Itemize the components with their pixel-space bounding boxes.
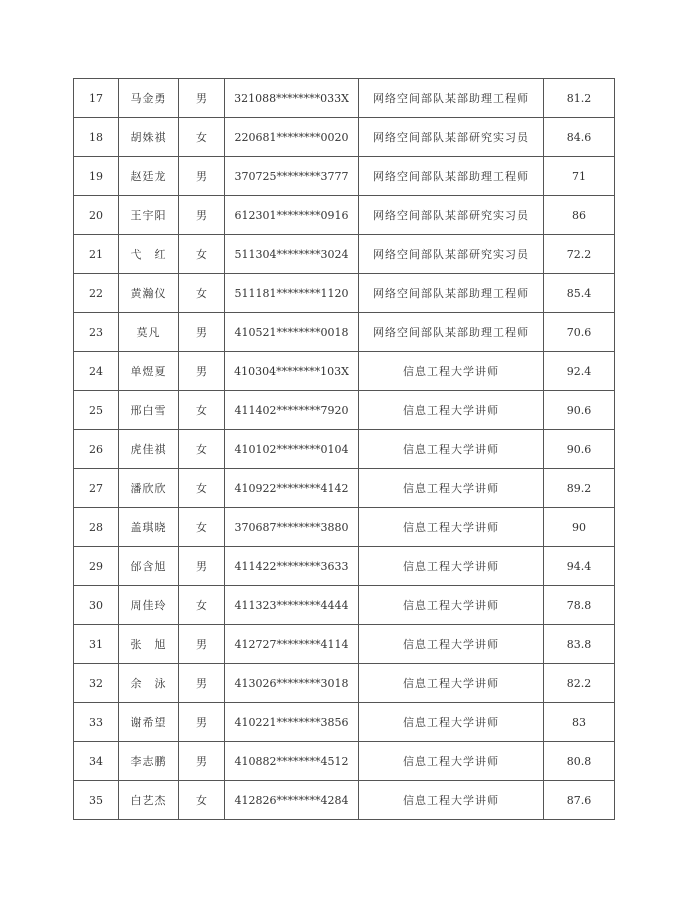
gender-cell: 女 [179, 118, 225, 157]
candidate-name-cell: 余 泳 [119, 664, 179, 703]
table-row [74, 508, 615, 547]
candidate-name-cell: 李志鹏 [119, 742, 179, 781]
score-cell: 78.8 [544, 586, 615, 625]
id-number-cell: 410521********0018 [225, 313, 359, 352]
table-row [74, 625, 615, 664]
gender-cell: 男 [179, 313, 225, 352]
position-cell: 信息工程大学讲师 [359, 352, 544, 391]
gender-cell: 女 [179, 508, 225, 547]
candidate-name-cell: 邰含旭 [119, 547, 179, 586]
score-cell: 84.6 [544, 118, 615, 157]
position-cell: 网络空间部队某部助理工程师 [359, 313, 544, 352]
candidate-name-cell: 白艺杰 [119, 781, 179, 820]
id-number-cell: 411422********3633 [225, 547, 359, 586]
table-row [74, 469, 615, 508]
row-number-cell: 25 [74, 391, 119, 430]
score-cell: 83 [544, 703, 615, 742]
position-cell: 信息工程大学讲师 [359, 547, 544, 586]
candidate-name-cell: 黄瀚仪 [119, 274, 179, 313]
row-number-cell: 31 [74, 625, 119, 664]
id-number-cell: 321088********033X [225, 79, 359, 118]
id-number-cell: 511304********3024 [225, 235, 359, 274]
gender-cell: 男 [179, 625, 225, 664]
table-row [74, 664, 615, 703]
position-cell: 网络空间部队某部助理工程师 [359, 157, 544, 196]
score-cell: 90.6 [544, 391, 615, 430]
gender-cell: 男 [179, 547, 225, 586]
position-cell: 信息工程大学讲师 [359, 664, 544, 703]
score-cell: 82.2 [544, 664, 615, 703]
gender-cell: 女 [179, 235, 225, 274]
id-number-cell: 411402********7920 [225, 391, 359, 430]
table-row [74, 352, 615, 391]
position-cell: 信息工程大学讲师 [359, 781, 544, 820]
table-row [74, 703, 615, 742]
table-row [74, 274, 615, 313]
position-cell: 信息工程大学讲师 [359, 469, 544, 508]
gender-cell: 男 [179, 742, 225, 781]
score-cell: 80.8 [544, 742, 615, 781]
gender-cell: 女 [179, 391, 225, 430]
score-cell: 92.4 [544, 352, 615, 391]
row-number-cell: 27 [74, 469, 119, 508]
row-number-cell: 24 [74, 352, 119, 391]
id-number-cell: 370687********3880 [225, 508, 359, 547]
position-cell: 网络空间部队某部研究实习员 [359, 196, 544, 235]
gender-cell: 男 [179, 196, 225, 235]
position-cell: 网络空间部队某部研究实习员 [359, 118, 544, 157]
id-number-cell: 412826********4284 [225, 781, 359, 820]
row-number-cell: 17 [74, 79, 119, 118]
row-number-cell: 34 [74, 742, 119, 781]
position-cell: 网络空间部队某部研究实习员 [359, 235, 544, 274]
table-row [74, 157, 615, 196]
row-number-cell: 29 [74, 547, 119, 586]
position-cell: 信息工程大学讲师 [359, 742, 544, 781]
gender-cell: 女 [179, 274, 225, 313]
score-cell: 90.6 [544, 430, 615, 469]
score-cell: 72.2 [544, 235, 615, 274]
score-cell: 94.4 [544, 547, 615, 586]
table-row [74, 391, 615, 430]
candidate-name-cell: 单煜夏 [119, 352, 179, 391]
table-row [74, 742, 615, 781]
position-cell: 信息工程大学讲师 [359, 703, 544, 742]
gender-cell: 男 [179, 703, 225, 742]
candidate-name-cell: 弋 红 [119, 235, 179, 274]
row-number-cell: 21 [74, 235, 119, 274]
candidate-name-cell: 莫凡 [119, 313, 179, 352]
candidate-name-cell: 谢希望 [119, 703, 179, 742]
candidate-name-cell: 邢白雪 [119, 391, 179, 430]
id-number-cell: 511181********1120 [225, 274, 359, 313]
gender-cell: 男 [179, 157, 225, 196]
table-row [74, 79, 615, 118]
candidate-name-cell: 潘欣欣 [119, 469, 179, 508]
row-number-cell: 30 [74, 586, 119, 625]
position-cell: 信息工程大学讲师 [359, 586, 544, 625]
position-cell: 信息工程大学讲师 [359, 508, 544, 547]
score-cell: 89.2 [544, 469, 615, 508]
id-number-cell: 410304********103X [225, 352, 359, 391]
score-cell: 70.6 [544, 313, 615, 352]
score-cell: 83.8 [544, 625, 615, 664]
position-cell: 信息工程大学讲师 [359, 391, 544, 430]
candidate-name-cell: 赵廷龙 [119, 157, 179, 196]
score-cell: 85.4 [544, 274, 615, 313]
table-row [74, 430, 615, 469]
table-row [74, 118, 615, 157]
gender-cell: 男 [179, 352, 225, 391]
candidate-name-cell: 胡姝祺 [119, 118, 179, 157]
gender-cell: 男 [179, 79, 225, 118]
row-number-cell: 23 [74, 313, 119, 352]
table-row [74, 196, 615, 235]
table-row [74, 235, 615, 274]
score-cell: 71 [544, 157, 615, 196]
row-number-cell: 28 [74, 508, 119, 547]
table-row [74, 313, 615, 352]
id-number-cell: 612301********0916 [225, 196, 359, 235]
position-cell: 网络空间部队某部助理工程师 [359, 274, 544, 313]
id-number-cell: 410922********4142 [225, 469, 359, 508]
id-number-cell: 412727********4114 [225, 625, 359, 664]
candidate-name-cell: 虎佳祺 [119, 430, 179, 469]
row-number-cell: 35 [74, 781, 119, 820]
row-number-cell: 33 [74, 703, 119, 742]
candidate-name-cell: 马金勇 [119, 79, 179, 118]
row-number-cell: 20 [74, 196, 119, 235]
table-row [74, 586, 615, 625]
id-number-cell: 410221********3856 [225, 703, 359, 742]
gender-cell: 女 [179, 469, 225, 508]
candidate-name-cell: 盖琪晓 [119, 508, 179, 547]
score-cell: 87.6 [544, 781, 615, 820]
id-number-cell: 411323********4444 [225, 586, 359, 625]
table-body [74, 79, 615, 820]
position-cell: 信息工程大学讲师 [359, 625, 544, 664]
candidate-name-cell: 张 旭 [119, 625, 179, 664]
gender-cell: 女 [179, 781, 225, 820]
score-cell: 90 [544, 508, 615, 547]
row-number-cell: 26 [74, 430, 119, 469]
row-number-cell: 19 [74, 157, 119, 196]
id-number-cell: 220681********0020 [225, 118, 359, 157]
position-cell: 信息工程大学讲师 [359, 430, 544, 469]
gender-cell: 女 [179, 586, 225, 625]
row-number-cell: 32 [74, 664, 119, 703]
id-number-cell: 413026********3018 [225, 664, 359, 703]
row-number-cell: 18 [74, 118, 119, 157]
results-table [73, 78, 615, 820]
id-number-cell: 410882********4512 [225, 742, 359, 781]
candidate-name-cell: 王宇阳 [119, 196, 179, 235]
id-number-cell: 410102********0104 [225, 430, 359, 469]
table-row [74, 781, 615, 820]
table-row [74, 547, 615, 586]
candidate-name-cell: 周佳玲 [119, 586, 179, 625]
gender-cell: 男 [179, 664, 225, 703]
position-cell: 网络空间部队某部助理工程师 [359, 79, 544, 118]
id-number-cell: 370725********3777 [225, 157, 359, 196]
score-cell: 86 [544, 196, 615, 235]
row-number-cell: 22 [74, 274, 119, 313]
gender-cell: 女 [179, 430, 225, 469]
score-cell: 81.2 [544, 79, 615, 118]
